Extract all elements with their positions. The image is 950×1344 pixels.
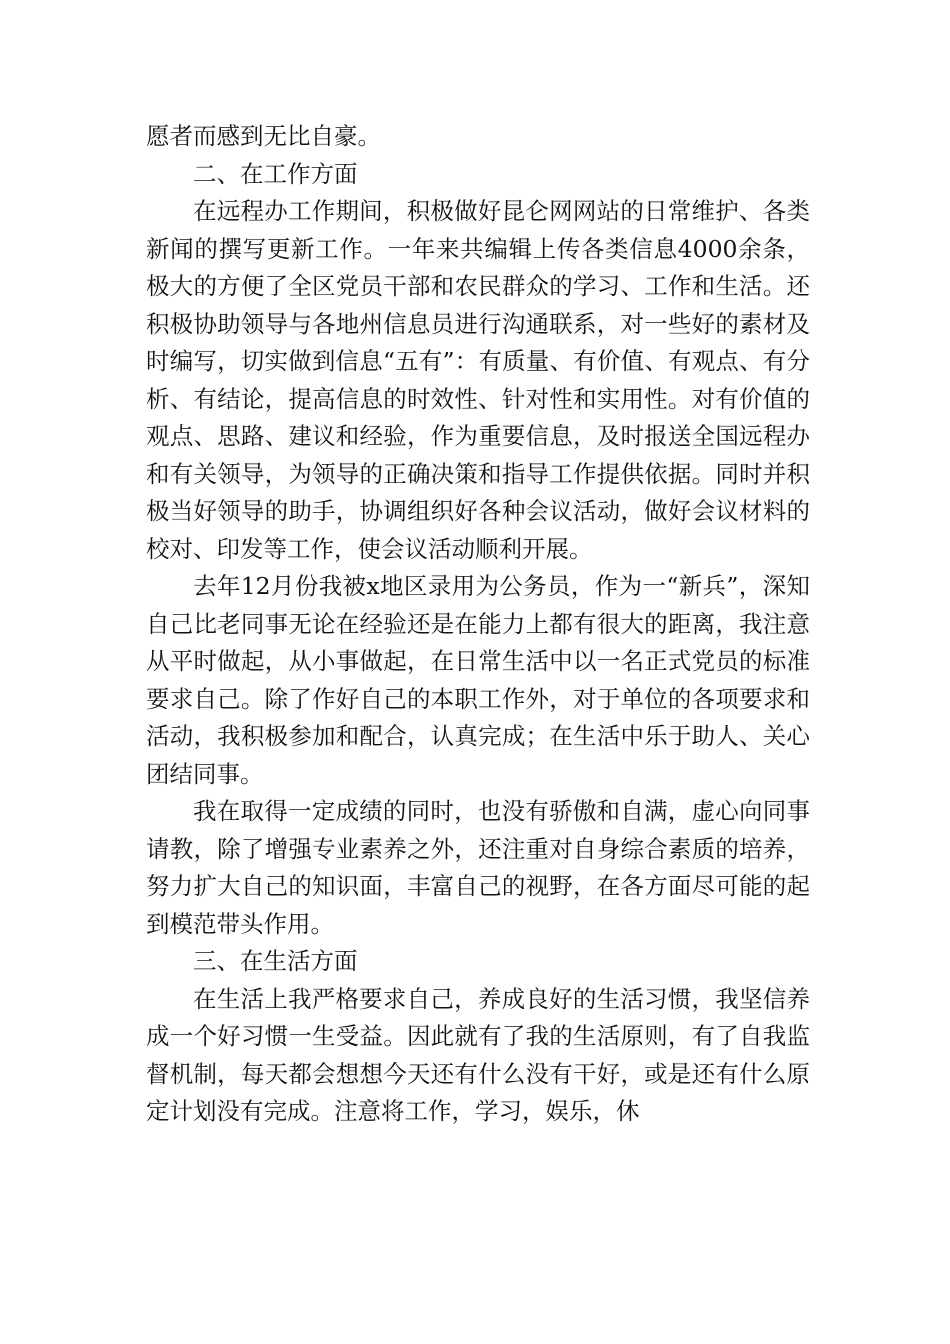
- paragraph-self-improvement: 我在取得一定成绩的同时，也没有骄傲和自满，虚心向同事请教，除了增强专业素养之外，还注重对自身综合素质的培养，努力扩大自己的知识面，丰富自己的视野，在各方面尽可能的起到模范带头作用。: [146, 797, 810, 938]
- paragraph-continuation: 愿者而感到无比自豪。: [146, 122, 381, 150]
- section-heading-life: 三、在生活方面: [193, 947, 358, 975]
- section-heading-work: 二、在工作方面: [193, 159, 358, 188]
- paragraph-life-habits: 在生活上我严格要求自己，养成良好的生活习惯，我坚信养成一个好习惯一生受益。因此就有了我的生活原则，有了自我监督机制，每天都会想想今天还有什么没有干好，或是还有什么原定计划没有完成。注意将工作，学习，娱乐，休: [146, 984, 810, 1125]
- paragraph-civil-servant: 去年12月份我被x地区录用为公务员，作为一“新兵”，深知自己比老同事无论在经验还是在能力上都有很大的距离，我注意从平时做起，从小事做起，在日常生活中以一名正式党员的标准要求自己。除了作好自己的本职工作外，对于单位的各项要求和活动，我积极参加和配合，认真完成；在生活中乐于助人、关心团结同事。: [146, 572, 810, 788]
- document-page: [146, 118, 810, 1131]
- paragraph-remote-office-work: 在远程办工作期间，积极做好昆仑网网站的日常维护、各类新闻的撰写更新工作。一年来共编辑上传各类信息4000余条，极大的方便了全区党员干部和农民群众的学习、工作和生活。还积极协助领导与各地州信息员进行沟通联系，对一些好的素材及时编写，切实做到信息“五有”：有质量、有价值、有观点、有分析、有结论，提高信息的时效性、针对性和实用性。对有价值的观点、思路、建议和经验，作为重要信息，及时报送全国远程办和有关领导，为领导的正确决策和指导工作提供依据。同时并积极当好领导的助手，协调组织好各种会议活动，做好会议材料的校对、印发等工作，使会议活动顺利开展。: [146, 197, 810, 563]
